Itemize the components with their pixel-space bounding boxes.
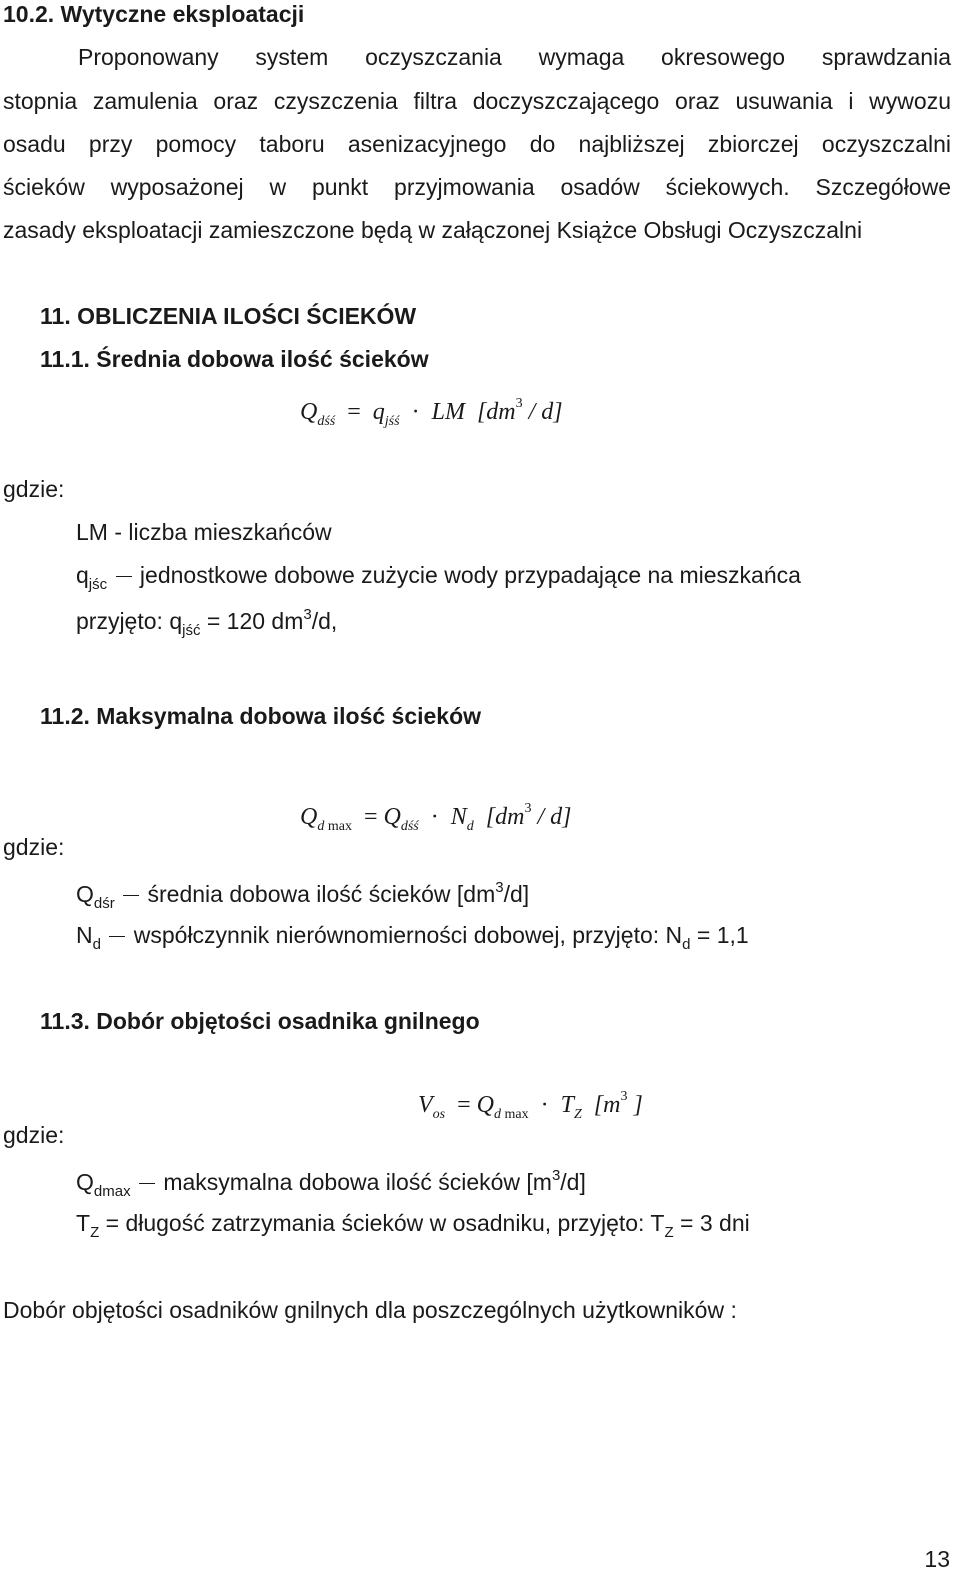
formula-tank-volume: $V_{os} = Q_d$ $_{max} \cdot T_Z$ [$m^3$ ] [418,1089,643,1122]
para-line: Proponowany system oczyszczania wymaga okresowego sprawdzania [78,44,951,70]
heading-11-3: 11.3. Dobór objętości osadnika gnilnego [40,1008,480,1034]
formula-max-daily: $Q_d$ $_{max} = Q_{dśś} \cdot N_d$ $[dm^3 / d]$ [300,801,572,834]
heading-11: 11. OBLICZENIA ILOŚCI ŚCIEKÓW [40,303,417,329]
definition-nd: $N_d$ współczynnik nierównomierności dobowej, przyjęto: $N_d = 1,1$ [76,922,749,953]
para-line: osadu przy pomocy taboru asenizacyjnego do najbliższej zbiorczej oczyszczalni [3,131,951,157]
heading-11-1: 11.1. Średnia dobowa ilość ścieków [40,346,429,372]
heading-10-2: 10.2. Wytyczne eksploatacji [3,1,305,27]
heading-11-2: 11.2. Maksymalna dobowa ilość ścieków [40,703,482,729]
definition-qdsr: $Q_{dśr}$ średnia dobowa ilość ścieków $[dm^3/d]$ [76,879,530,912]
gdzie-label: gdzie: [3,834,65,860]
formula-average-daily: $Q_{dśś} = q_{jśś}$ · LM $[dm^3 / d]$ [300,396,563,429]
para-line: stopnia zamulenia oraz czyszczenia filtra doczyszczającego oraz usuwania i wywozu [3,88,951,114]
page-number: 13 [924,1546,950,1572]
definition-tz: $T_Z$ = długość zatrzymania ścieków w osadniku, przyjęto: $T_Z = 3$ dni [76,1210,750,1241]
para-line: zasady eksploatacji zamieszczone będą w załączonej Książce Obsługi Oczyszczalni [3,217,863,243]
closing-text: Dobór objętości osadników gnilnych dla poszczególnych użytkowników : [3,1297,737,1323]
definition-qdmax: $Q_{dmax}$ maksymalna dobowa ilość ścieków $[m^3/d]$ [76,1167,586,1200]
definition-lm: LM - liczba mieszkańców [76,519,332,545]
definition-assumed: przyjęto: $q_{jść} = 120$ $dm^3/d$, [76,606,338,639]
gdzie-label: gdzie: [3,476,65,502]
para-line: ścieków wyposażonej w punkt przyjmowania osadów ściekowych. Szczegółowe [3,174,951,200]
definition-q: $q_{jśc}$ jednostkowe dobowe zużycie wody przypadające na mieszkańca [76,562,801,593]
gdzie-label: gdzie: [3,1122,65,1148]
